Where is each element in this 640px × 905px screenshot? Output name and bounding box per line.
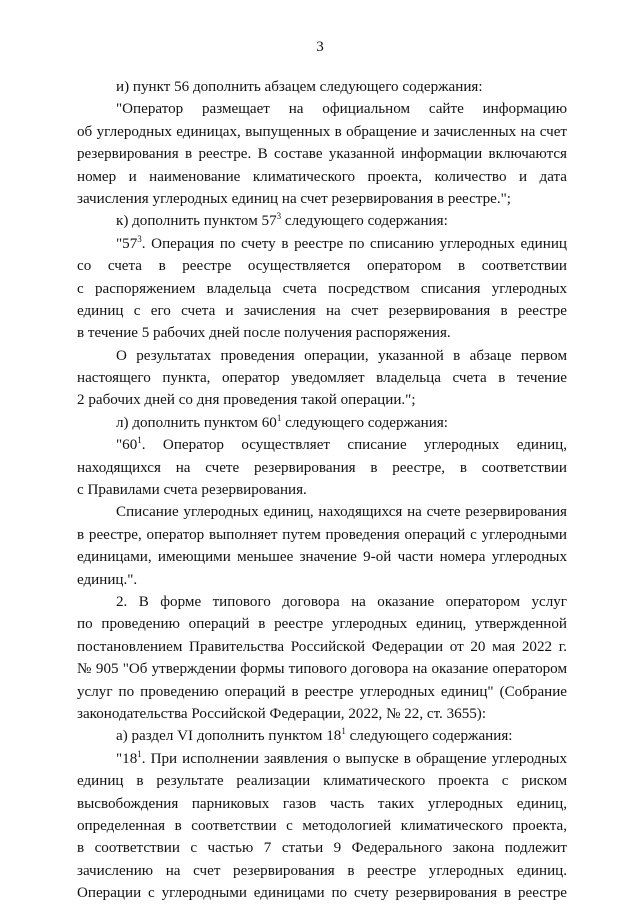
line-text: зачислению на счет резервирования в реестре углеродных единиц.	[77, 862, 567, 879]
line-text: в соответствии с частью 7 статьи 9 Федерального закона подлежит	[77, 840, 567, 857]
text-line	[77, 278, 567, 300]
line-text: Списание углеродных единиц, находящихся на счете резервирования	[116, 504, 567, 521]
text-line	[77, 860, 567, 882]
superscript: 1	[276, 412, 282, 423]
line-text: об углеродных единицах, выпущенных в обращение и зачисленных на счет	[77, 123, 567, 140]
line-text-after: следующего содержания:	[281, 213, 448, 230]
text-line	[77, 210, 567, 232]
text-line	[77, 636, 567, 658]
superscript: 3	[276, 211, 282, 222]
line-text: в реестре, оператор выполняет путем проведения операций с углеродными	[77, 526, 567, 543]
line-text: "57	[116, 235, 138, 252]
text-line	[77, 166, 567, 188]
line-text: постановлением Правительства Российской Федерации от 20 мая 2022 г.	[77, 638, 567, 655]
text-line	[77, 389, 567, 411]
text-line	[77, 345, 567, 367]
text-line	[77, 524, 567, 546]
line-text: единиц.".	[77, 571, 138, 588]
line-text: 2 рабочих дней со дня проведения такой операции.";	[77, 392, 416, 409]
text-line	[77, 121, 567, 143]
line-text: О результатах проведения операции, указанной в абзаце первом	[116, 347, 567, 364]
line-text: к) дополнить пунктом 57	[116, 213, 277, 230]
text-line	[77, 770, 567, 792]
text-line	[77, 98, 567, 120]
line-text: "60	[116, 437, 138, 454]
line-text: единиц в результате реализации климатического проекта с риском	[77, 773, 567, 790]
text-line	[77, 837, 567, 859]
line-text: л) дополнить пунктом 60	[116, 414, 277, 431]
superscript: 1	[137, 435, 142, 446]
line-text: единиц с его счета и зачисления на счет резервирования в реестре	[77, 302, 567, 319]
text-line	[77, 591, 567, 613]
line-text: а) раздел VI дополнить пунктом 18	[116, 728, 342, 745]
line-text: Операции с углеродными единицами по счету резервирования в реестре	[77, 885, 567, 902]
line-text: в течение 5 рабочих дней после получения распоряжения.	[77, 325, 451, 342]
text-line	[77, 725, 567, 747]
line-text: законодательства Российской Федерации, 2022, № 22, ст. 3655):	[77, 705, 487, 722]
line-text: услуг по проведению операций в реестре углеродных единиц" (Собрание	[77, 683, 567, 700]
line-text-after: следующего содержания:	[281, 414, 448, 431]
text-line	[77, 434, 567, 456]
text-line	[77, 546, 567, 568]
line-text: высвобождения парниковых газов часть таких углеродных единиц,	[77, 795, 567, 812]
text-line	[77, 703, 567, 725]
superscript: 3	[137, 233, 142, 244]
line-text-after: . Операция по счету в реестре по списанию углеродных единиц	[141, 235, 567, 252]
line-text: 2. В форме типового договора на оказание оператором услуг	[116, 593, 567, 610]
line-text: "Оператор размещает на официальном сайте информацию	[116, 101, 567, 118]
text-line	[77, 300, 567, 322]
line-text: с распоряжением владельца счета посредством списания углеродных	[77, 280, 567, 297]
text-line	[77, 233, 567, 255]
line-text: с Правилами счета резервирования.	[77, 482, 307, 499]
text-line	[77, 76, 567, 98]
text-line	[77, 569, 567, 591]
line-text: "18	[116, 750, 138, 767]
text-line	[77, 658, 567, 680]
text-line	[77, 412, 567, 434]
line-text: единицами, имеющими меньшее значение 9-ой части номера углеродных	[77, 549, 567, 566]
line-text: настоящего пункта, оператор уведомляет владельца счета в течение	[77, 370, 567, 387]
document-body	[77, 76, 567, 904]
line-text-after: следующего содержания:	[345, 728, 513, 745]
line-text-after: . При исполнении заявления о выпуске в обращение углеродных	[141, 750, 567, 767]
line-text: определенная в соответствии с методологией климатического проекта,	[77, 817, 567, 834]
line-text: находящихся на счете резервирования в реестре, в соответствии	[77, 459, 567, 476]
line-text: зачисления углеродных единиц на счет резервирования в реестре.";	[77, 190, 511, 207]
text-line	[77, 367, 567, 389]
text-line	[77, 188, 567, 210]
line-text: по проведению операций в реестре углеродных единиц, утвержденной	[77, 616, 567, 633]
page-number: 3	[316, 39, 324, 55]
line-text: № 905 "Об утверждении формы типового договора на оказание оператором	[77, 661, 567, 678]
text-line	[77, 681, 567, 703]
text-line	[77, 457, 567, 479]
line-text: номер и наименование климатического проекта, количество и дата	[77, 168, 567, 185]
line-text: резервирования в реестре. В составе указанной информации включаются	[77, 146, 567, 163]
text-line	[77, 882, 567, 904]
text-line	[77, 613, 567, 635]
line-text: и) пункт 56 дополнить абзацем следующего содержания:	[116, 79, 483, 95]
line-text-after: . Оператор осуществляет списание углеродных единиц,	[141, 437, 567, 454]
superscript: 1	[137, 748, 142, 759]
text-line	[77, 322, 567, 344]
superscript: 1	[341, 726, 346, 737]
text-line	[77, 143, 567, 165]
text-line	[77, 793, 567, 815]
text-line	[77, 479, 567, 501]
text-line	[77, 255, 567, 277]
text-line	[77, 815, 567, 837]
text-line	[77, 748, 567, 770]
line-text: со счета в реестре осуществляется оператором в соответствии	[77, 258, 567, 275]
text-line	[77, 501, 567, 523]
